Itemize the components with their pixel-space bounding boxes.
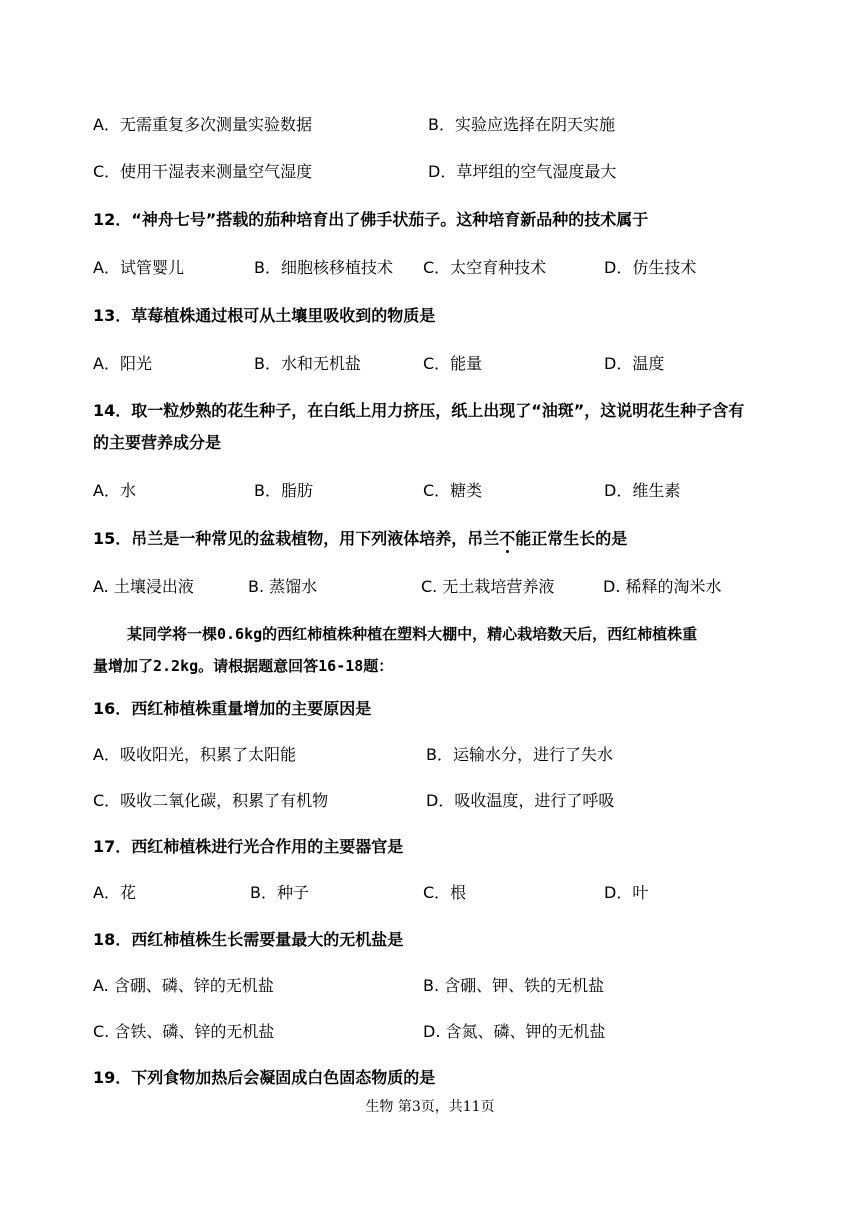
- q13-option-c: C．能量: [423, 354, 483, 373]
- page-footer: 生物 第3页，共11页: [365, 1099, 495, 1115]
- q11-option-b: B．实验应选择在阴天实施: [428, 115, 615, 134]
- q12-option-c: C．太空育种技术: [423, 258, 547, 277]
- q16-stem: 16．西红柿植株重量增加的主要原因是: [93, 699, 372, 718]
- q13-option-a: A．阳光: [93, 354, 152, 373]
- q15-option-c: C. 无土栽培营养液: [421, 577, 555, 596]
- q11-option-c: C．使用干湿表来测量空气湿度: [93, 162, 313, 181]
- q13-option-b: B．水和无机盐: [254, 354, 361, 373]
- q12-option-a: A．试管婴儿: [93, 258, 184, 277]
- q12-stem: 12．“神舟七号”搭载的茄种培育出了佛手状茄子。这种培育新品种的技术属于: [93, 210, 649, 229]
- q18-option-d: D. 含氮、磷、钾的无机盐: [423, 1022, 606, 1041]
- q15-stem-post: 能正常生长的是: [515, 529, 628, 548]
- q16-option-d: D．吸收温度，进行了呼吸: [426, 791, 615, 810]
- q13-option-d: D．温度: [604, 354, 665, 373]
- q16-option-a: A．吸收阳光，积累了太阳能: [93, 745, 296, 764]
- q16-option-b: B．运输水分，进行了失水: [426, 745, 613, 764]
- q14-option-d: D．维生素: [604, 481, 681, 500]
- q18-option-b: B. 含硼、钾、铁的无机盐: [423, 976, 605, 995]
- q12-option-d: D．仿生技术: [604, 258, 697, 277]
- q16-option-c: C．吸收二氧化碳，积累了有机物: [93, 791, 329, 810]
- q14-option-b: B．脂肪: [254, 481, 313, 500]
- q18-stem: 18．西红柿植株生长需要量最大的无机盐是: [93, 930, 404, 949]
- q18-option-c: C. 含铁、磷、锌的无机盐: [93, 1022, 275, 1041]
- q11-option-a: A．无需重复多次测量实验数据: [93, 115, 312, 134]
- q11-option-d: D．草坪组的空气湿度最大: [428, 162, 617, 181]
- q13-stem: 13．草莓植株通过根可从土壤里吸收到的物质是: [93, 306, 436, 325]
- q14-stem-line1: 14．取一粒炒熟的花生种子，在白纸上用力挤压，纸上出现了“油斑”，这说明花生种子含有: [93, 401, 745, 420]
- q15-option-d: D. 稀释的淘米水: [603, 577, 722, 596]
- q15-stem-pre: 15．吊兰是一种常见的盆栽植物，用下列液体培养，吊兰: [93, 529, 500, 548]
- intro-line1: 某同学将一棵0.6kg的西红柿植株种植在塑料大棚中，精心栽培数天后，西红柿植株重: [127, 625, 698, 643]
- q14-option-a: A．水: [93, 481, 136, 500]
- q17-option-a: A．花: [93, 883, 136, 902]
- q19-stem: 19．下列食物加热后会凝固成白色固态物质的是: [93, 1068, 436, 1087]
- q15-option-b: B. 蒸馏水: [248, 577, 318, 596]
- q17-option-d: D．叶: [604, 883, 649, 902]
- q14-stem-line2: 的主要营养成分是: [93, 433, 222, 452]
- q18-option-a: A. 含硼、磷、锌的无机盐: [93, 976, 274, 995]
- q17-option-c: C．根: [423, 883, 467, 902]
- q14-option-c: C．糖类: [423, 481, 483, 500]
- q15-option-a: A. 土壤浸出液: [93, 577, 194, 596]
- q17-option-b: B．种子: [250, 883, 309, 902]
- intro-line2: 量增加了2.2kg。请根据题意回答16-18题：: [93, 657, 394, 675]
- q15-stem: [93, 528, 627, 550]
- q17-stem: 17．西红柿植株进行光合作用的主要器官是: [93, 837, 404, 856]
- q15-stem-emphasis: 不: [499, 529, 516, 548]
- q12-option-b: B．细胞核移植技术: [254, 258, 393, 277]
